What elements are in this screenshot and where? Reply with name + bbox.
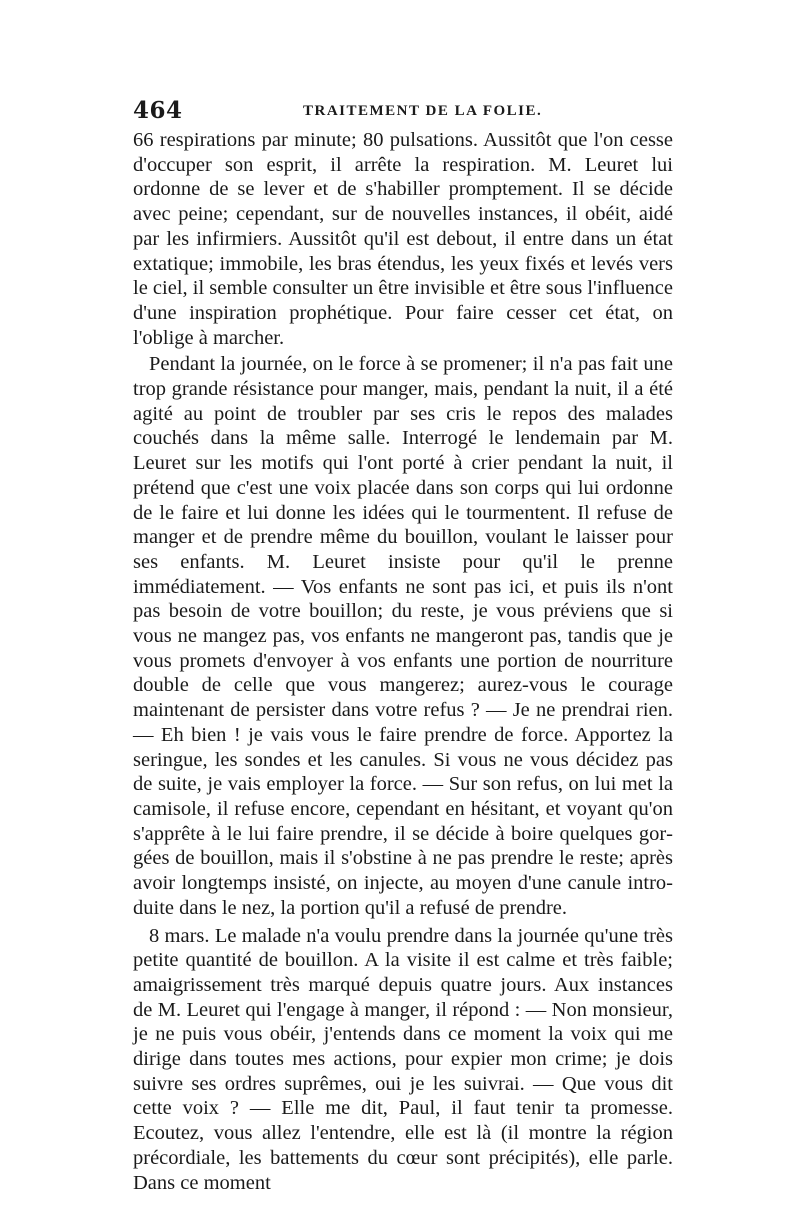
page-header bbox=[133, 97, 673, 127]
page-number: 464 bbox=[133, 97, 183, 124]
paragraph: Pendant la journée, on le force à se promener; il n'a pas fait une trop grande résistance pour manger, mais, pendant la nuit, il a été agité au point de troubler par ses cris le repos des malades couchés dans la même salle. Interrogé le lendemain par M. Leuret sur les motifs qui l'ont porté à crier pendant la nuit, il prétend que c'est une voix placée dans son corps qui lui ordonne de le faire et lui donne les idées qui le tourmentent. Il refuse de manger et de prendre même du bouillon, voulant le laisser pour ses enfants. M. Leuret insiste pour qu'il le prenne immédiatement. — Vos enfants ne sont pas ici, et puis ils n'ont pas besoin de votre bouillon; du reste, je vous préviens que si vous ne mangez pas, vos enfants ne mangeront pas, tandis que je vous promets d'envoyer à vos enfants une portion de nourriture double de celle que vous mangerez; aurez-vous le courage maintenant de persister dans votre refus ? — Je ne prendrai rien. — Eh bien ! je vais vous le faire prendre de force. Apportez la seringue, les sondes et les canules. Si vous ne vous décidez pas de suite, je vais employer la force. — Sur son refus, on lui met la camisole, il refuse encore, cependant en hésitant, et voyant qu'on s'apprête à le lui faire prendre, il se décide à boire quelques gorgées de bouillon, mais il s'obstine à ne pas prendre le reste; après avoir longtemps insisté, on injecte, au moyen d'une canule introduite dans le nez, la portion qu'il a refusé de prendre. bbox=[133, 353, 673, 919]
running-title: TRAITEMENT DE LA FOLIE. bbox=[303, 103, 543, 119]
paragraph-continued: 66 respirations par minute; 80 pulsations. Aussitôt que l'on cesse d'occuper son esprit, il arrête la respiration. M. Leuret lui ordonne de se lever et de s'habiller promptement. Il se décide avec peine; cependant, sur de nouvelles instances, il obéit, aidé par les infirmiers. Aussitôt qu'il est debout, il entre dans un état extatique; immobile, les bras étendus, les yeux fixés et levés vers le ciel, il semble consulter un être invisible et être sous l'influence d'une inspiration prophétique. Pour faire cesser cet état, on l'oblige à marcher. bbox=[133, 129, 673, 349]
body-text bbox=[133, 128, 673, 1195]
paragraph: 8 mars. Le malade n'a voulu prendre dans la journée qu'une très petite quantité de bouillon. A la visite il est calme et très faible; amaigrissement très marqué depuis quatre jours. Aux instances de M. Leuret qui l'engage à manger, il répond : — Non monsieur, je ne puis vous obéir, j'entends dans ce moment la voix qui me dirige dans toutes mes actions, pour expier mon crime; je dois suivre ses ordres suprêmes, oui je les suivrai. — Que vous dit cette voix ? — Elle me dit, Paul, il faut tenir ta promesse. Ecoutez, vous allez l'entendre, elle est là (il montre la région précordiale, les battements du cœur sont précipités), elle parle. Dans ce moment bbox=[133, 924, 673, 1194]
